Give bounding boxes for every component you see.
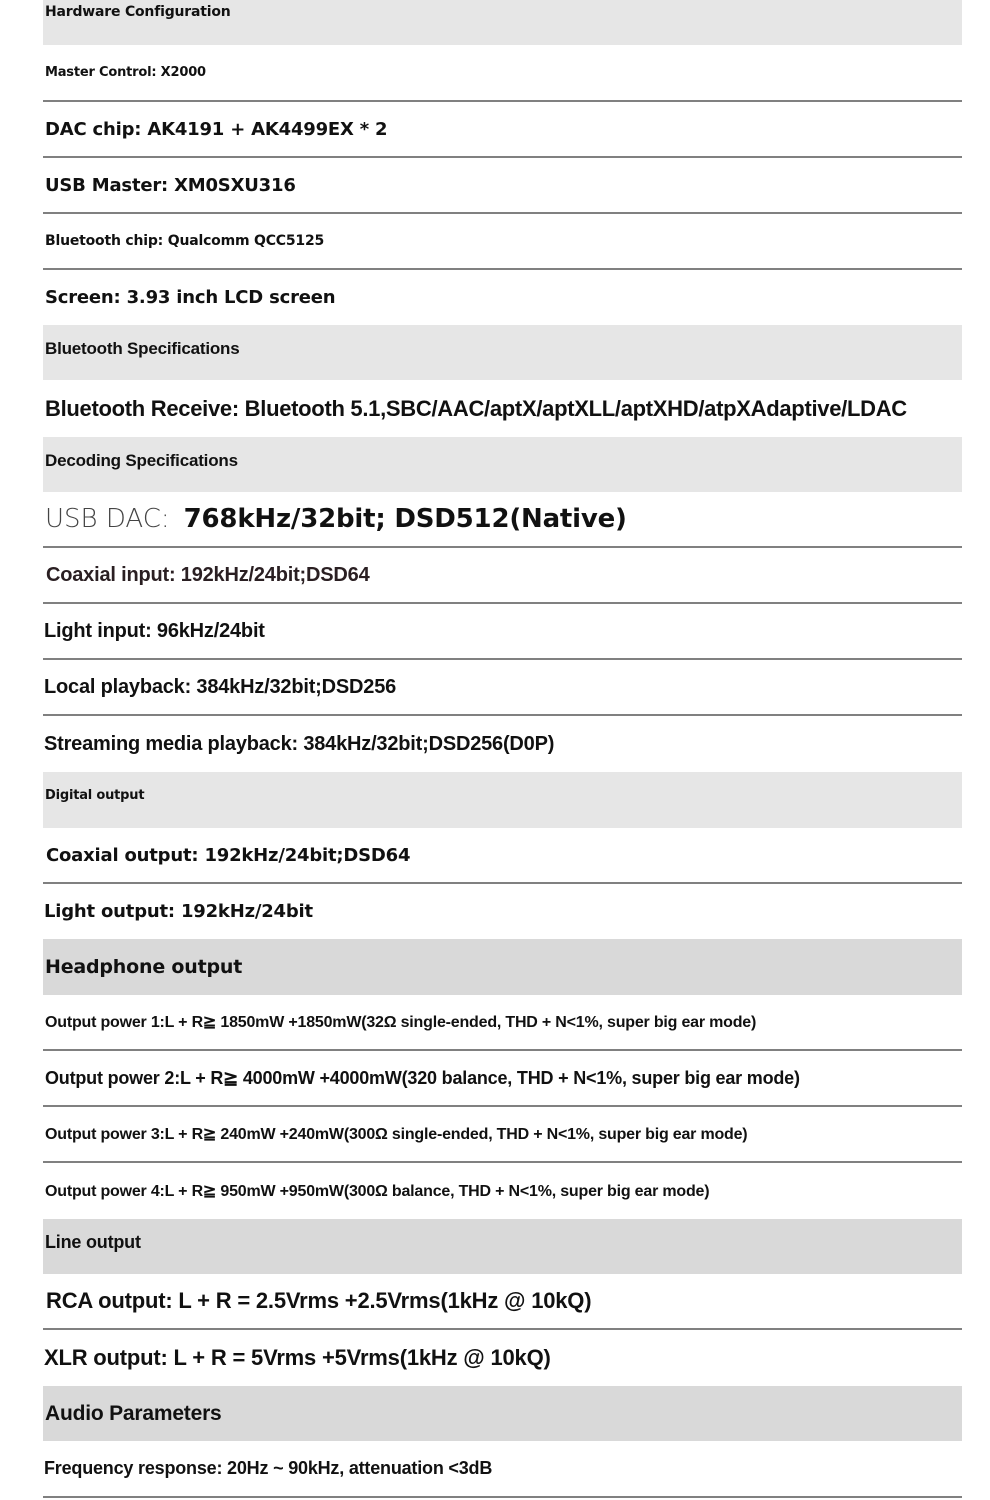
- section-title: Line output: [45, 1232, 141, 1252]
- section-title: Headphone output: [45, 956, 243, 978]
- section-title: Decoding Specifications: [45, 451, 238, 470]
- section-title: Digital output: [45, 788, 145, 803]
- spec-text: Output power 1:L + R≧ 1850mW +1850mW(32Ω single-ended, THD + N<1%, super big ear mode): [45, 1014, 757, 1031]
- spec-row-output-power-1: [43, 995, 962, 1051]
- spec-value: 768kHz/32bit; DSD512(Native): [183, 504, 627, 534]
- spec-text: Streaming media playback: 384kHz/32bit;DSD256(D0P): [44, 732, 555, 755]
- section-header-headphone-output: [43, 939, 962, 995]
- spec-row-bluetooth-receive: [43, 380, 962, 437]
- spec-row-light-output: [43, 884, 962, 939]
- spec-text: DAC chip: AK4191 + AK4499EX * 2: [45, 118, 388, 140]
- spec-row-frequency-response: [43, 1441, 962, 1498]
- spec-text: Light output: 192kHz/24bit: [44, 901, 313, 922]
- spec-row-xlr-output: [43, 1330, 962, 1386]
- section-title: Audio Parameters: [45, 1401, 222, 1425]
- spec-row-coaxial-output: [43, 828, 962, 884]
- section-header-decoding: [43, 437, 962, 492]
- spec-text: Local playback: 384kHz/32bit;DSD256: [44, 675, 397, 698]
- spec-label: USB DAC:: [45, 504, 170, 534]
- spec-text: RCA output: L + R = 2.5Vrms +2.5Vrms(1kHz @ 10kQ): [46, 1288, 592, 1313]
- spec-row-output-power-2: [43, 1051, 962, 1107]
- spec-row-coaxial-input: [43, 548, 962, 604]
- section-header-digital-output: [43, 772, 962, 828]
- section-header-hardware: [43, 0, 962, 45]
- spec-row-usb-dac: [43, 492, 962, 548]
- spec-row-screen: [43, 270, 962, 325]
- spec-text: Coaxial input: 192kHz/24bit;DSD64: [46, 563, 370, 586]
- spec-row-output-power-4: [43, 1163, 962, 1219]
- section-header-bluetooth: [43, 325, 962, 380]
- section-header-line-output: [43, 1219, 962, 1274]
- section-title: Bluetooth Specifications: [45, 339, 240, 358]
- spec-text: USB Master: XM0SXU316: [45, 174, 296, 196]
- spec-text: Bluetooth Receive: Bluetooth 5.1,SBC/AAC/aptX/aptXLL/aptXHD/atpXAdaptive/LDAC: [45, 395, 907, 421]
- spec-text: Light input: 96kHz/24bit: [44, 619, 265, 642]
- spec-row-output-power-3: [43, 1107, 962, 1163]
- spec-text: Output power 2:L + R≧ 4000mW +4000mW(320 balance, THD + N<1%, super big ear mode): [45, 1067, 800, 1088]
- spec-text: Screen: 3.93 inch LCD screen: [45, 287, 336, 308]
- spec-text: Master Control: X2000: [45, 65, 206, 80]
- spec-row-usb-master: [43, 158, 962, 214]
- spec-row-light-input: [43, 604, 962, 660]
- spec-row-streaming-playback: [43, 716, 962, 772]
- spec-text: Output power 4:L + R≧ 950mW +950mW(300Ω balance, THD + N<1%, super big ear mode): [45, 1183, 710, 1200]
- section-title: Hardware Configuration: [45, 4, 231, 20]
- spec-text: Bluetooth chip: Qualcomm QCC5125: [45, 233, 325, 249]
- spec-text: Frequency response: 20Hz ~ 90kHz, attenuation <3dB: [44, 1458, 493, 1478]
- spec-text: Output power 3:L + R≧ 240mW +240mW(300Ω single-ended, THD + N<1%, super big ear mode): [45, 1126, 748, 1143]
- spec-row-rca-output: [43, 1274, 962, 1330]
- spec-row-master-control: [43, 45, 962, 102]
- section-header-audio-parameters: [43, 1386, 962, 1441]
- spec-row-dac-chip: [43, 102, 962, 158]
- spec-text: Coaxial output: 192kHz/24bit;DSD64: [46, 844, 411, 866]
- spec-row-bluetooth-chip: [43, 214, 962, 270]
- spec-text: XLR output: L + R = 5Vrms +5Vrms(1kHz @ 10kQ): [44, 1345, 551, 1370]
- spec-row-local-playback: [43, 660, 962, 716]
